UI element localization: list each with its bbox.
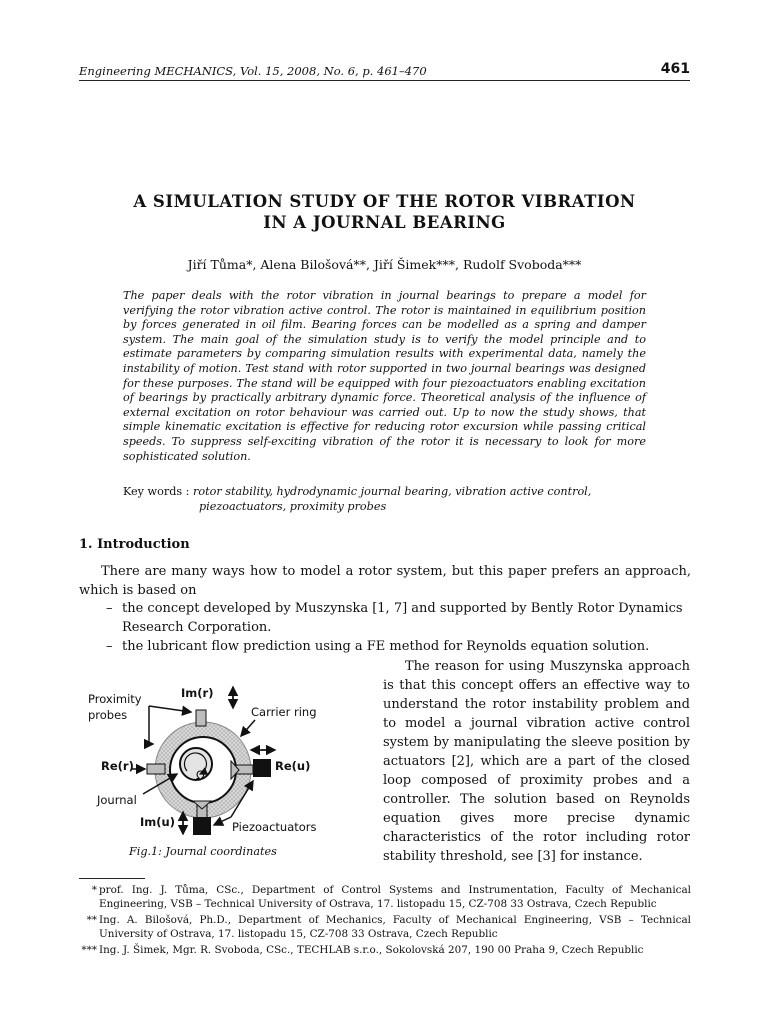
intro-paragraph: There are many ways how to model a rotor system, but this paper prefers an approach, which is based on [79, 564, 691, 598]
header-rule [79, 80, 690, 81]
paper-title [79, 191, 690, 233]
footnote [79, 943, 691, 957]
footnote-mark: ** [86, 914, 97, 926]
proximity-pointer-1 [149, 706, 153, 744]
figure-caption: Fig.1: Journal coordinates [129, 845, 277, 858]
carrier-ring-label: Carrier ring [251, 705, 317, 719]
proximity-label: Proximity [88, 692, 142, 706]
footnote-mark: *** [81, 944, 97, 956]
keywords-label: Key words : [123, 485, 190, 498]
footnote [79, 913, 691, 941]
re-u-label: Re(u) [275, 759, 311, 773]
keywords-line-2: piezoactuators, proximity probes [199, 500, 387, 513]
bullet-text: the concept developed by Muszynska [1, 7] and supported by Bently Rotor Dynamics [122, 601, 683, 616]
probes-label: probes [88, 708, 128, 722]
keywords-line-1: rotor stability, hydrodynamic journal bearing, vibration active control, [193, 485, 592, 498]
bullet-text: the lubricant flow prediction using a FE method for Reynolds equation solution. [122, 639, 650, 654]
footnote-rule [79, 878, 145, 879]
title-line-2: IN A JOURNAL BEARING [263, 213, 506, 232]
journal-coordinates-figure [83, 682, 343, 842]
body-paragraph: The reason for using Muszynska approach is that this concept offers an effective way to understand the rotor instability problem and to model a journal vibration active control system by manipulating the sleeve position by actuators [2], which are a part of the closed loop composed of proximity probes and a controller. The solution based on Reynolds equation gives more precise dynamic characteristics of the rotor including rotor stability threshold, see [3] for instance. [383, 659, 690, 864]
footnote-mark: * [91, 884, 97, 896]
top-probe [196, 710, 206, 726]
piezoactuators-label: Piezoactuators [232, 820, 317, 834]
footnote-text: Ing. J. Šimek, Mgr. R. Svoboda, CSc., TECHLAB s.r.o., Sokolovská 207, 190 00 Praha 9, Czech Republic [99, 944, 644, 956]
re-r-label: Re(r) [101, 759, 134, 773]
list-item [106, 599, 691, 637]
title-line-1: A SIMULATION STUDY OF THE ROTOR VIBRATION [133, 192, 636, 211]
bullet-dash: – [106, 601, 113, 616]
footnote [79, 883, 691, 911]
footnote-text: Ing. A. Bilošová, Ph.D., Department of Mechanics, Faculty of Mechanical Engineering, VSB – Technical University of Ostrava, 17. listopadu 15, CZ-708 33 Ostrava, Czech Republic [99, 914, 691, 940]
piezo-pointer-2 [214, 817, 231, 825]
abstract: The paper deals with the rotor vibration in journal bearings to prepare a model for verifying the rotor vibration active control. The rotor is maintained in equilibrium position by forces generated in oil film. Bearing forces can be modelled as a spring and damper system. The main goal of the simulation study is to verify the model principle and to estimate parameters by comparing simulation results with experimental data, namely the instability of motion. Test stand with rotor supported in two journal bearings was designed for these purposes. The stand will be equipped with four piezoactuators enabling excitation of bearings by practically arbitrary dynamic force. Theoretical analysis of the influence of external excitation on rotor behaviour was carried out. Up to now the study shows, that simple kinematic excitation is effective for reducing rotor excursion while passing critical speeds. To suppress self-exciting vibration of the rotor it is necessary to look for more sophisticated solution. [123, 289, 646, 463]
proximity-pointer-2 [149, 706, 191, 712]
bullet-text-cont: Research Corporation. [122, 620, 272, 635]
author-list: Jiří Tůma*, Alena Bilošová**, Jiří Šimek***, Rudolf Svoboda*** [187, 257, 582, 272]
bullet-dash: – [106, 639, 113, 654]
carrier-ring-pointer [241, 720, 255, 736]
im-u-label: Im(u) [140, 815, 175, 829]
bottom-piezo-block [193, 817, 211, 835]
im-r-label: Im(r) [181, 686, 214, 700]
journal-header: Engineering MECHANICS, Vol. 15, 2008, No. 6, p. 461–470 [79, 64, 427, 78]
right-piezo-block [253, 759, 271, 777]
list-item [106, 637, 691, 656]
page-number: 461 [660, 61, 690, 77]
omega-label: Ω [196, 768, 205, 782]
left-probe [147, 764, 165, 774]
keywords [123, 484, 663, 514]
footnotes [79, 883, 691, 959]
footnote-text: prof. Ing. J. Tůma, CSc., Department of Control Systems and Instrumentation, Faculty of Mechanical Engineering, VSB – Technical University of Ostrava, 17. listopadu 15, CZ-708 33 Ostrava, Czech Republic [99, 884, 691, 910]
section-heading: 1. Introduction [79, 537, 190, 552]
journal-label: Journal [97, 793, 137, 807]
